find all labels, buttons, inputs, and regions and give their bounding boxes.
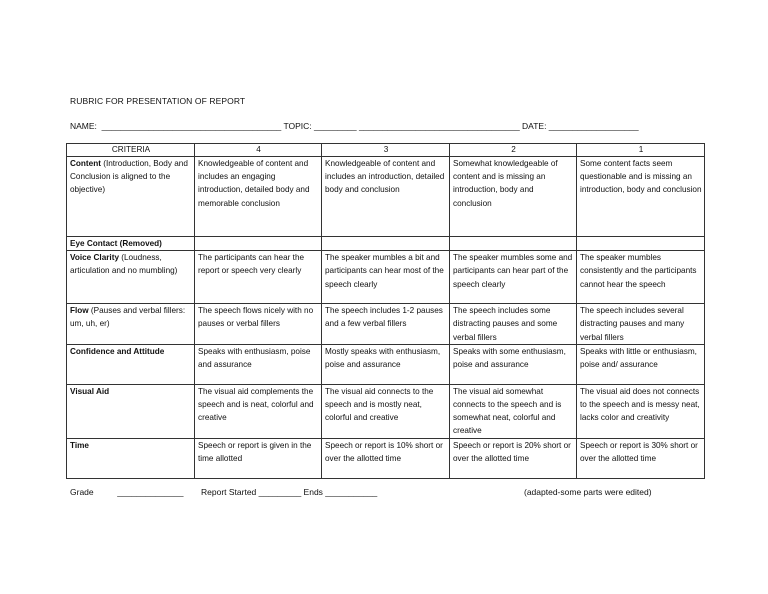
criteria-cell bbox=[67, 384, 195, 438]
table-row bbox=[67, 438, 705, 478]
criteria-name: Content bbox=[70, 159, 101, 168]
table-row bbox=[67, 157, 705, 237]
name-topic-date-line: NAME: ______________________________________ TOPIC: _________ __________________________________ DATE: ___________________ bbox=[70, 121, 639, 131]
criteria-cell bbox=[67, 438, 195, 478]
score-1-cell: Some content facts seem questionable and is missing an introduction, body and conclusion bbox=[577, 157, 705, 237]
criteria-name: Time bbox=[70, 440, 89, 450]
score-3-cell: Mostly speaks with enthusiasm, poise and assurance bbox=[322, 344, 450, 384]
score-1-cell: The speech includes several distracting pauses and many verbal fillers bbox=[577, 304, 705, 345]
criteria-cell bbox=[67, 304, 195, 345]
criteria-name: Flow bbox=[70, 306, 89, 316]
score-3-cell: Knowledgeable of content and includes an introduction, detailed body and conclusion bbox=[322, 157, 450, 237]
table-row bbox=[67, 384, 705, 438]
score-2-cell: Somewhat knowledgeable of content and is missing an introduction, body and conclusion bbox=[450, 157, 577, 237]
score-1-cell: Speaks with little or enthusiasm, poise and/ assurance bbox=[577, 344, 705, 384]
criteria-detail: (Introduction, Body and Conclusion is aligned to the objective) bbox=[70, 159, 188, 195]
table-row bbox=[67, 304, 705, 345]
grade-field: Grade ______________ bbox=[70, 487, 184, 497]
score-3-cell: The speaker mumbles a bit and participants can hear most of the speech clearly bbox=[322, 251, 450, 304]
score-4-cell: Speaks with enthusiasm, poise and assurance bbox=[195, 344, 322, 384]
criteria-name: Eye Contact (Removed) bbox=[70, 239, 162, 248]
score-2-cell: Speech or report is 20% short or over the allotted time bbox=[450, 438, 577, 478]
criteria-cell bbox=[67, 251, 195, 304]
page-title: RUBRIC FOR PRESENTATION OF REPORT bbox=[70, 96, 246, 106]
header-row bbox=[67, 144, 705, 157]
score-1-cell: The visual aid does not connects to the speech and is messy neat, lacks color and creativity bbox=[577, 384, 705, 438]
criteria-cell bbox=[67, 344, 195, 384]
header-score-2: 2 bbox=[450, 144, 577, 157]
header-score-3: 3 bbox=[322, 144, 450, 157]
criteria-cell bbox=[67, 157, 195, 237]
score-1-cell: Speech or report is 30% short or over the allotted time bbox=[577, 438, 705, 478]
score-1-cell: The speaker mumbles consistently and the participants cannot hear the speech bbox=[577, 251, 705, 304]
criteria-detail: (Loudness, articulation and no mumbling) bbox=[70, 253, 178, 276]
header-score-4: 4 bbox=[195, 144, 322, 157]
report-started-ends-field: Report Started _________ Ends ___________ bbox=[201, 487, 378, 497]
score-4-cell: Knowledgeable of content and includes an engaging introduction, detailed body and memorable conclusion bbox=[195, 157, 322, 237]
score-2-cell bbox=[450, 237, 577, 251]
table-row bbox=[67, 251, 705, 304]
table-row bbox=[67, 237, 705, 251]
score-3-cell: Speech or report is 10% short or over the allotted time bbox=[322, 438, 450, 478]
score-4-cell: Speech or report is given in the time allotted bbox=[195, 438, 322, 478]
score-2-cell: The speech includes some distracting pauses and some verbal fillers bbox=[450, 304, 577, 345]
score-4-cell bbox=[195, 237, 322, 251]
score-3-cell bbox=[322, 237, 450, 251]
criteria-name: Visual Aid bbox=[70, 386, 110, 396]
adapted-note: (adapted-some parts were edited) bbox=[524, 487, 652, 497]
header-criteria: CRITERIA bbox=[67, 144, 195, 157]
criteria-detail: (Pauses and verbal fillers: um, uh, er) bbox=[70, 306, 186, 329]
criteria-cell bbox=[67, 237, 195, 251]
score-3-cell: The speech includes 1-2 pauses and a few verbal fillers bbox=[322, 304, 450, 345]
table-row bbox=[67, 344, 705, 384]
criteria-name: Voice Clarity bbox=[70, 253, 119, 263]
score-3-cell: The visual aid connects to the speech and is mostly neat, colorful and creative bbox=[322, 384, 450, 438]
criteria-name: Confidence and Attitude bbox=[70, 346, 165, 356]
score-2-cell: Speaks with some enthusiasm, poise and assurance bbox=[450, 344, 577, 384]
score-2-cell: The visual aid somewhat connects to the speech and is somewhat neat, colorful and creative bbox=[450, 384, 577, 438]
score-4-cell: The speech flows nicely with no pauses or verbal fillers bbox=[195, 304, 322, 345]
score-2-cell: The speaker mumbles some and participants can hear part of the speech clearly bbox=[450, 251, 577, 304]
rubric-table bbox=[66, 143, 705, 479]
score-4-cell: The visual aid complements the speech and is neat, colorful and creative bbox=[195, 384, 322, 438]
score-1-cell bbox=[577, 237, 705, 251]
header-score-1: 1 bbox=[577, 144, 705, 157]
score-4-cell: The participants can hear the report or speech very clearly bbox=[195, 251, 322, 304]
